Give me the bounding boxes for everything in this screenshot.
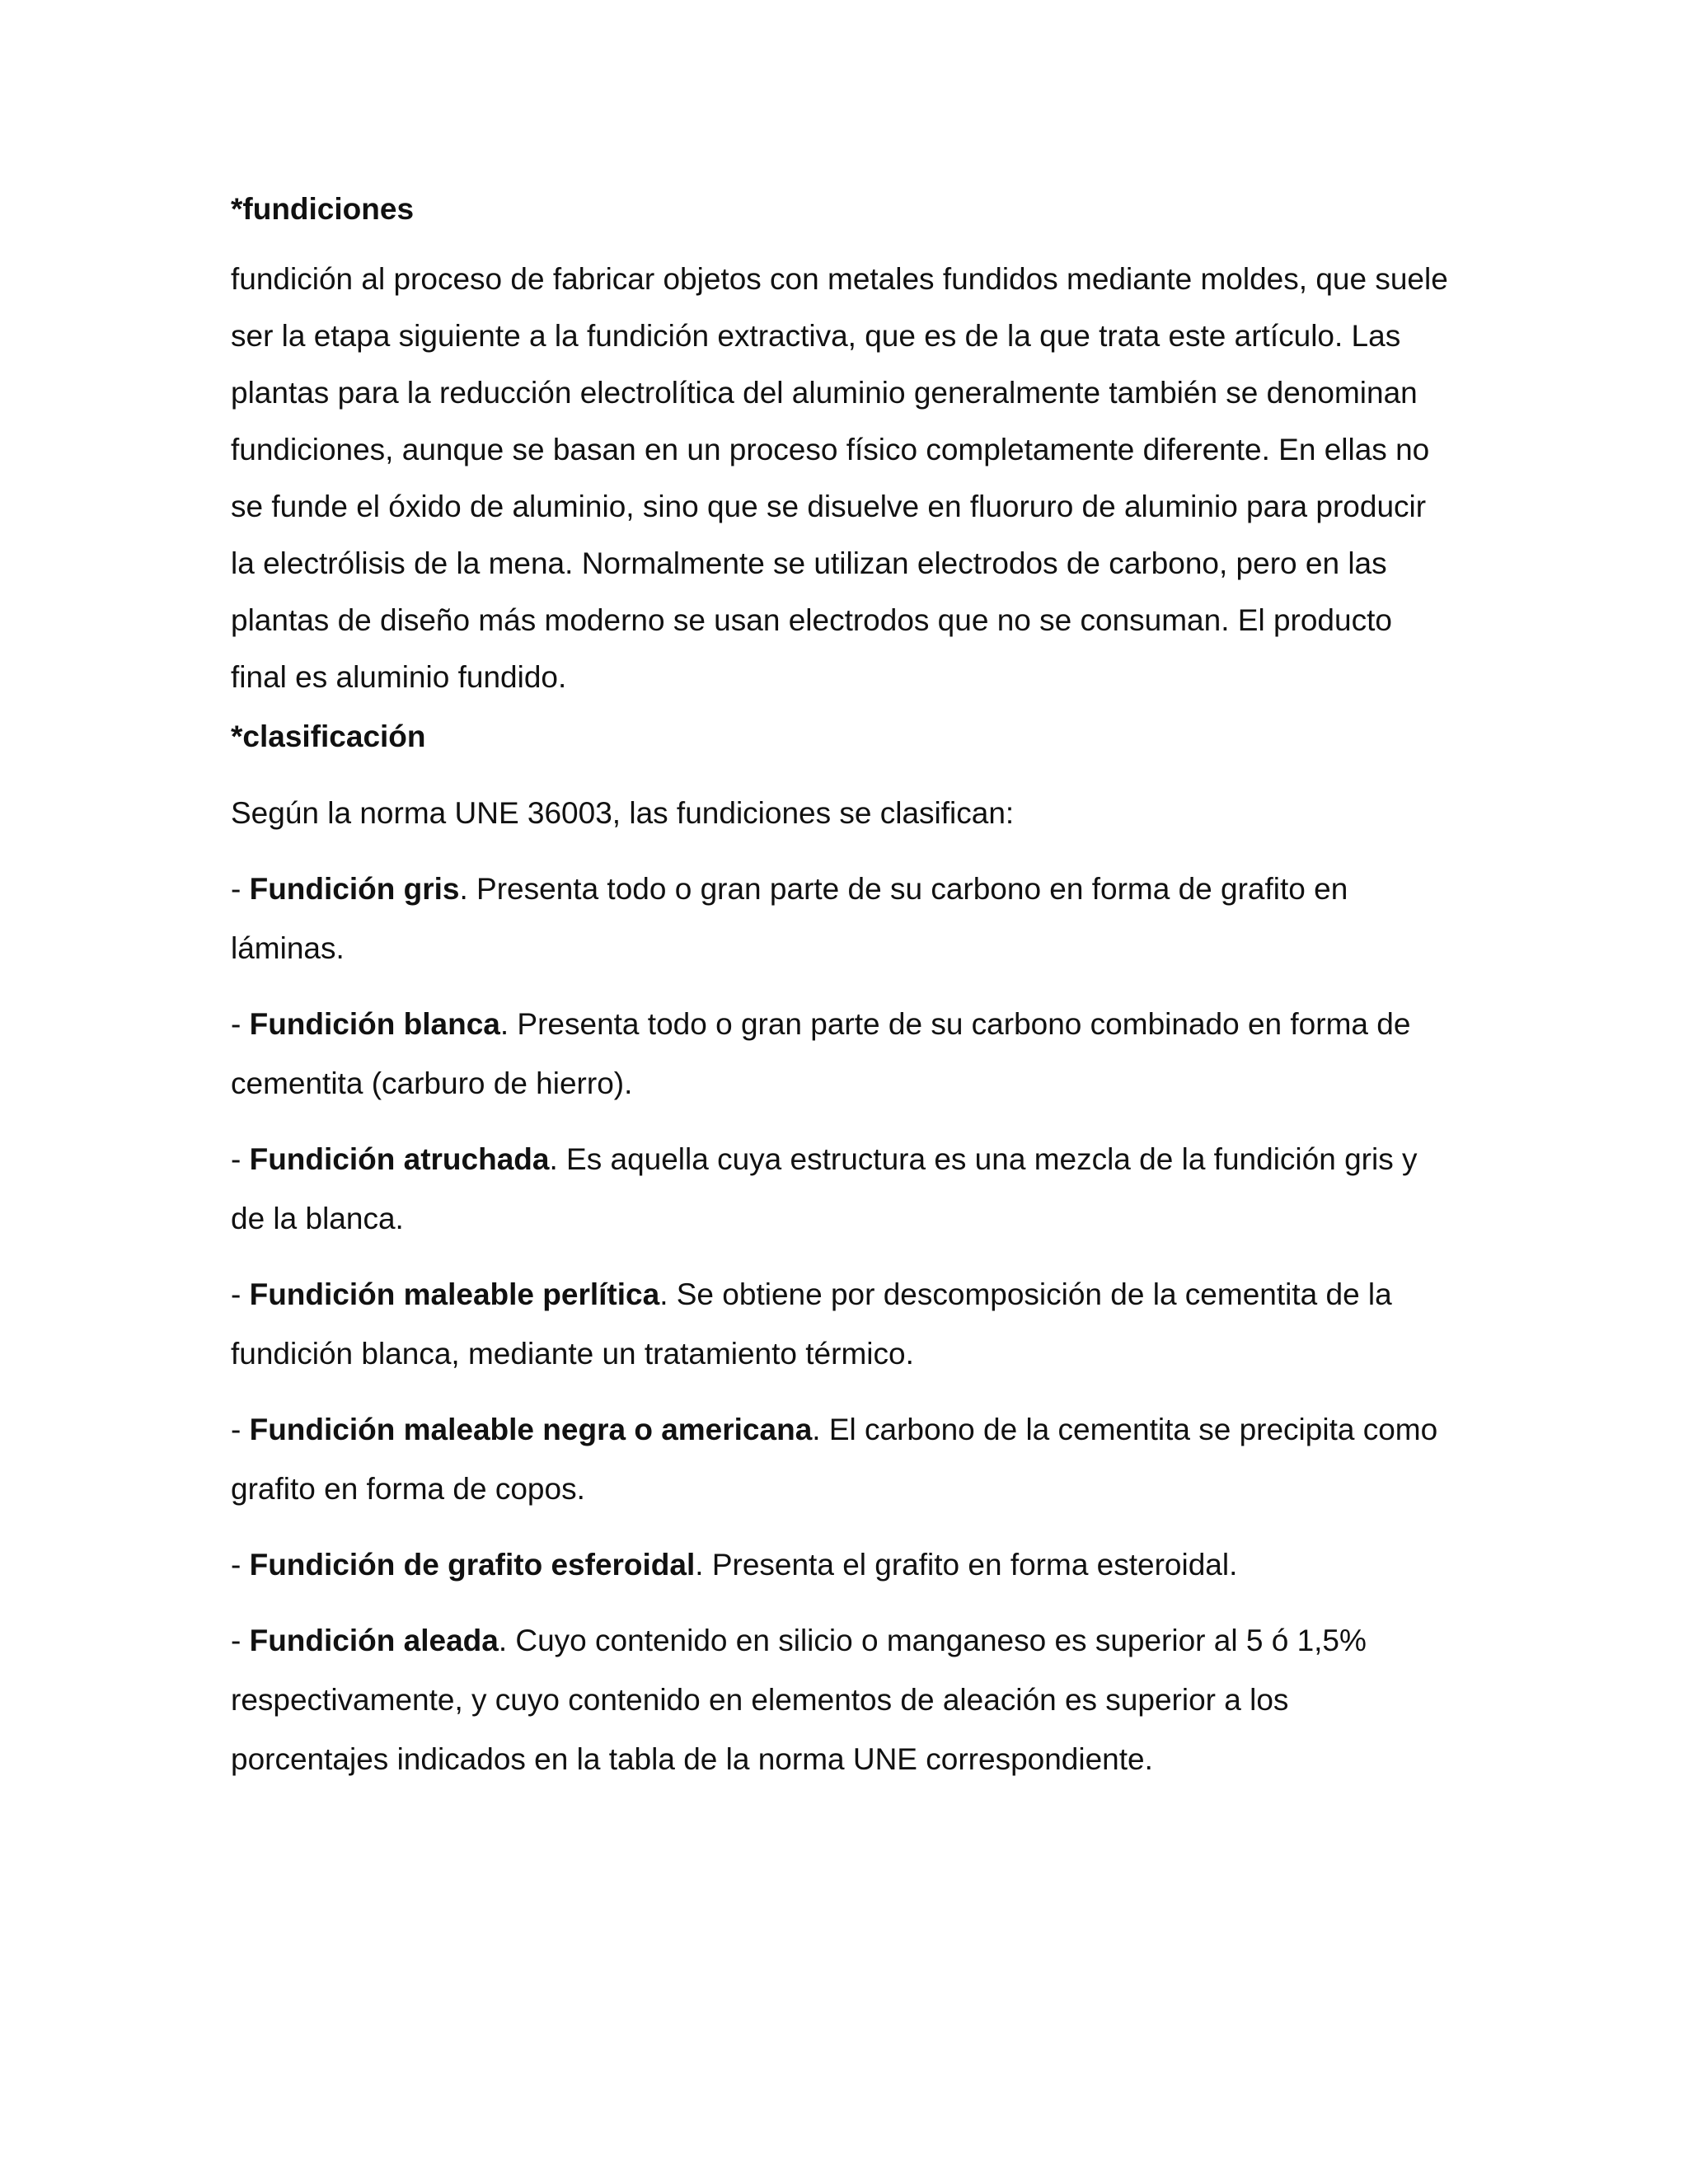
list-item-fundicion-aleada — [231, 1611, 1451, 1789]
item-text: . Presenta todo o gran parte de su carbono combinado en forma de cementita (carburo de hierro). — [231, 1007, 1411, 1100]
item-text: . Presenta todo o gran parte de su carbono en forma de grafito en láminas. — [231, 872, 1348, 965]
item-prefix: - — [231, 1007, 250, 1041]
item-term: Fundición blanca — [249, 1007, 500, 1041]
item-prefix: - — [231, 1548, 250, 1582]
classification-list — [231, 860, 1451, 1789]
list-item-fundicion-gris — [231, 860, 1451, 978]
classification-intro: Según la norma UNE 36003, las fundiciones se clasifican: — [231, 796, 1015, 830]
item-text: . El carbono de la cementita se precipita como grafito en forma de copos. — [231, 1413, 1438, 1506]
item-term: Fundición aleada — [249, 1624, 499, 1657]
list-item-fundicion-blanca — [231, 995, 1451, 1113]
item-term: Fundición maleable negra o americana — [249, 1413, 813, 1446]
item-text: . Se obtiene por descomposición de la cementita de la fundición blanca, mediante un tratamiento térmico. — [231, 1277, 1392, 1371]
item-term: Fundición gris — [249, 872, 460, 906]
list-item-fundicion-atruchada — [231, 1130, 1451, 1249]
item-term: Fundición atruchada — [249, 1142, 550, 1176]
item-term: Fundición de grafito esferoidal — [249, 1548, 696, 1582]
list-item-fundicion-maleable-perlitica — [231, 1265, 1451, 1384]
list-item-fundicion-maleable-negra — [231, 1400, 1451, 1519]
item-prefix: - — [231, 1413, 250, 1446]
item-prefix: - — [231, 1142, 250, 1176]
section-heading-fundiciones: *fundiciones — [231, 192, 415, 226]
list-item-fundicion-grafito-esferoidal — [231, 1535, 1451, 1595]
section-body-fundiciones: fundición al proceso de fabricar objetos con metales fundidos mediante moldes, que suele ser la etapa siguiente a la fundición extractiva, que es de la que trata este artículo. Las plantas para la reducción electrolítica del aluminio generalmente también se denominan fundiciones, aunque se basan en un proceso físico completamente diferente. En ellas no se funde el óxido de aluminio, sino que se disuelve en fluoruro de aluminio para producir la electrólisis de la mena. Normalmente se utilizan electrodos de carbono, pero en las plantas de diseño más moderno se usan electrodos que no se consuman. El producto final es aluminio fundido. — [231, 262, 1448, 694]
section-heading-clasificacion: *clasificación — [231, 719, 426, 753]
item-prefix: - — [231, 872, 250, 906]
item-term: Fundición maleable perlítica — [249, 1277, 660, 1311]
item-prefix: - — [231, 1624, 250, 1657]
document-page — [231, 188, 1451, 1806]
item-prefix: - — [231, 1277, 250, 1311]
item-text: . Presenta el grafito en forma esteroidal. — [695, 1548, 1238, 1582]
item-text: . Es aquella cuya estructura es una mezcla de la fundición gris y de la blanca. — [231, 1142, 1418, 1235]
item-text: . Cuyo contenido en silicio o manganeso es superior al 5 ó 1,5% respectivamente, y cuyo contenido en elementos de aleación es superior a los porcentajes indicados en la tabla de la norma UNE correspondiente. — [231, 1624, 1367, 1776]
